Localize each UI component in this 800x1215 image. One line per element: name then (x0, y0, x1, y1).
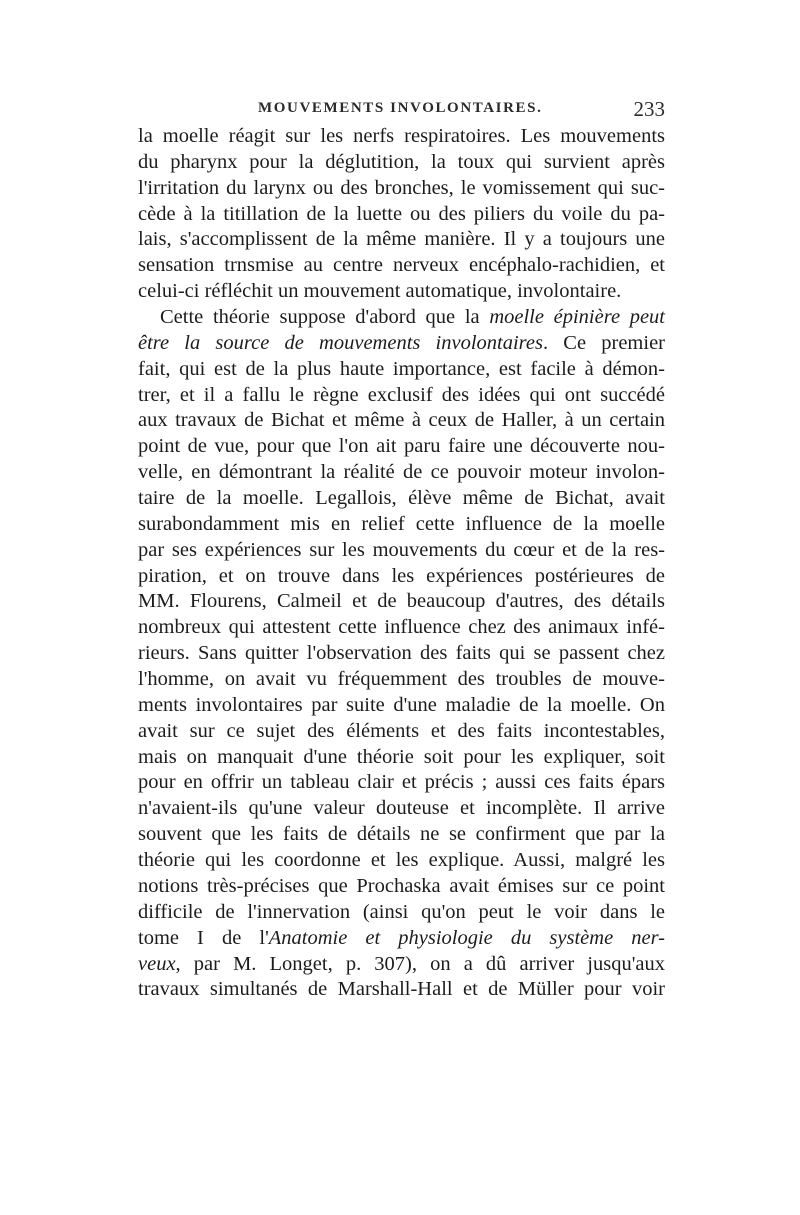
text-line: aux travaux de Bichat et même à ceux de Haller, à un certain (138, 409, 665, 432)
text-line: souvent que les faits de détails ne se confirment que par la (138, 823, 665, 846)
text-line: notions très-précises que Prochaska avait émises sur ce point (138, 874, 665, 897)
text-line: velle, en démontrant la réalité de ce pouvoir moteur involon- (138, 461, 665, 484)
text-line: MM. Flourens, Calmeil et de beaucoup d'autres, des détails (138, 590, 665, 613)
italic-phrase: Anatomie et physiologie du système ner- (268, 926, 665, 949)
text-line: taire de la moelle. Legallois, élève même de Bichat, avait (138, 487, 665, 510)
text-line: celui-ci réfléchit un mouvement automatique, involontaire. (138, 280, 622, 303)
text-line: avait sur ce sujet des éléments et des faits incontestables, (138, 719, 665, 742)
italic-phrase: moelle épinière peut (489, 306, 666, 329)
text-line: travaux simultanés de Marshall-Hall et de Müller pour voir (138, 978, 665, 1001)
text-line: rieurs. Sans quitter l'observation des faits qui se passent chez (138, 642, 665, 665)
text-line: ments involontaires par suite d'une maladie de la moelle. On (138, 693, 665, 716)
text-line: théorie qui les coordonne et les explique. Aussi, malgré les (138, 849, 665, 872)
running-title: MOUVEMENTS INVOLONTAIRES. (258, 100, 543, 116)
text-line: lais, s'accomplissent de la même manière. Il y a toujours une (138, 228, 665, 251)
text-line: Cette théorie suppose d'abord que la moelle épinière peut (160, 306, 666, 329)
italic-phrase: veux (138, 952, 176, 975)
text-line: cède à la titillation de la luette ou des piliers du voile du pa- (138, 202, 665, 225)
text-line: la moelle réagit sur les nerfs respiratoires. Les mouvements (138, 125, 665, 147)
text-line: nombreux qui attestent cette influence chez des animaux infé- (138, 616, 665, 639)
text-line: du pharynx pour la déglutition, la toux qui survient après (138, 150, 665, 173)
text-line: n'avaient-ils qu'une valeur douteuse et incomplète. Il arrive (138, 797, 665, 820)
text-line: tome I de l'Anatomie et physiologie du système ner- (138, 926, 665, 949)
text-line: fait, qui est de la plus haute importance, est facile à démon- (138, 357, 665, 380)
running-head (138, 97, 665, 124)
text-line: surabondamment mis en relief cette influence de la moelle (138, 512, 665, 535)
text-line: être la source de mouvements involontaires. Ce premier (138, 331, 665, 354)
text-line: trer, et il a fallu le règne exclusif des idées qui ont succédé (138, 383, 665, 406)
text-line: l'irritation du larynx ou des bronches, le vomissement qui suc- (138, 176, 665, 199)
text-line: pour en offrir un tableau clair et précis ; aussi ces faits épars (138, 771, 665, 794)
text-line: sensation trnsmise au centre nerveux encéphalo-rachidien, et (138, 254, 665, 277)
text-line: l'homme, on avait vu fréquemment des troubles de mouve- (138, 668, 665, 691)
page-number: 233 (633, 97, 665, 121)
text-line: difficile de l'innervation (ainsi qu'on peut le voir dans le (138, 900, 665, 923)
text-line: mais on manquait d'une théorie soit pour les expliquer, soit (138, 745, 665, 768)
text-line: piration, et on trouve dans les expériences postérieures de (138, 564, 665, 587)
text-line: veux, par M. Longet, p. 307), on a dû arriver jusqu'aux (138, 952, 665, 975)
body-text (138, 124, 665, 1003)
italic-phrase: être la source de mouvements involontaires (138, 331, 543, 354)
text-line: point de vue, pour que l'on ait paru faire une découverte nou- (138, 435, 665, 458)
text-line: par ses expériences sur les mouvements du cœur et de la res- (138, 538, 665, 561)
